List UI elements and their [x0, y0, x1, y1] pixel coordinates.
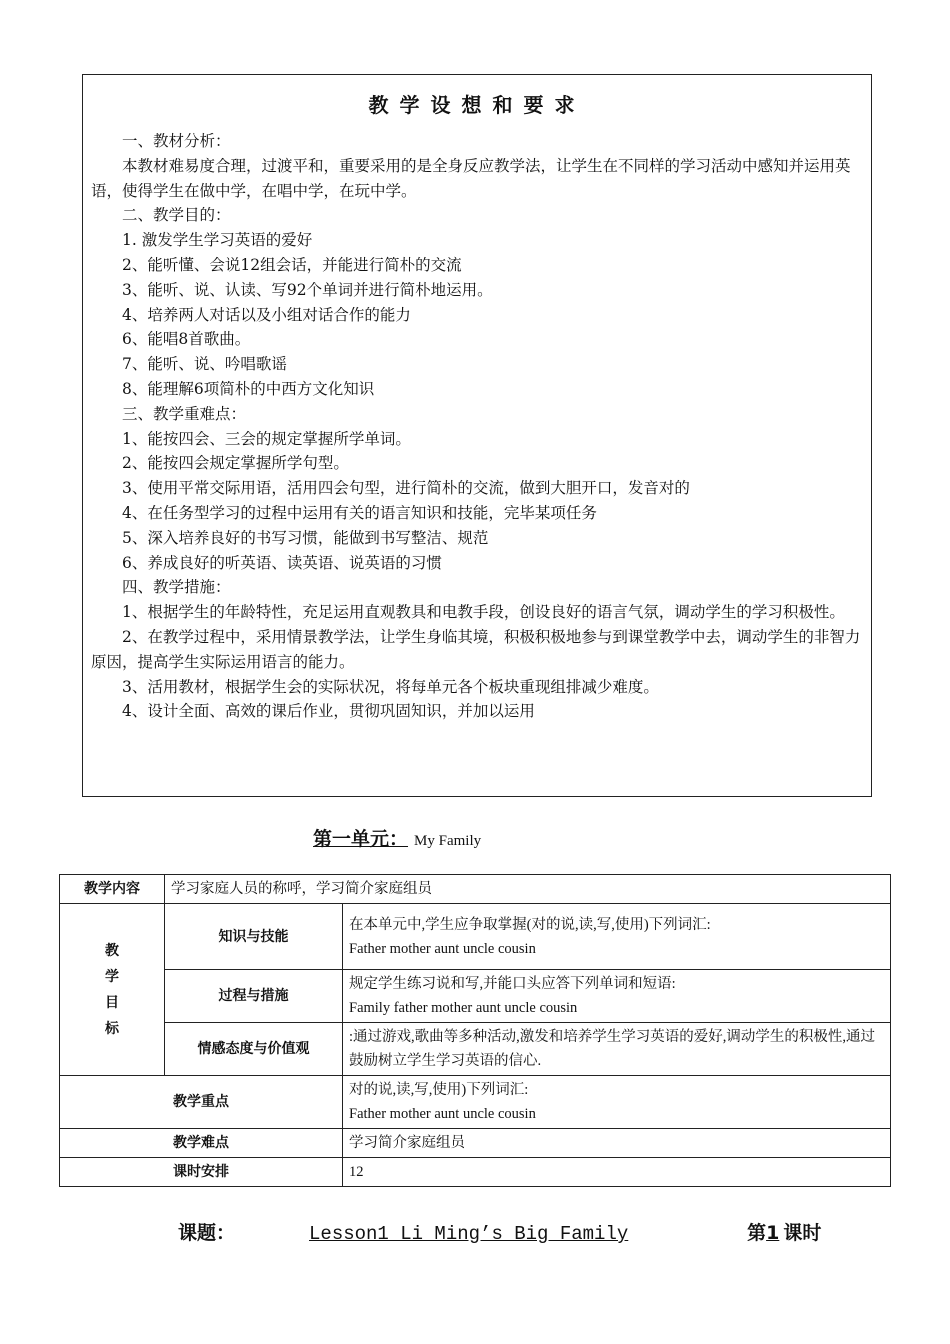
intro-line: 二、教学目的： — [122, 206, 231, 225]
goal-line: Family father mother aunt uncle cousin — [349, 1000, 578, 1016]
intro-line: 5、深入培养良好的书写习惯，能做到书写整洁、规范 — [122, 528, 489, 547]
intro-line: 2、在教学过程中，采用情景教学法，让学生身临其境，积极积极地参与到课堂教学中去，调动学生的非智力原因，提高学生实际运用语言的能力。 — [91, 627, 861, 671]
goal-line: 规定学生练习说和写,并能口头应答下列单词和短语: — [349, 976, 676, 992]
page-title: 教学设想和要求 — [368, 93, 586, 117]
intro-line: 3、活用教材，根据学生会的实际状况，将每单元各个板块重现组排减少难度。 — [122, 677, 659, 696]
difficulty-value: 学习简介家庭组员 — [343, 1129, 891, 1158]
goal-label-char: 教 — [105, 942, 119, 959]
intro-line: 4、培养两人对话以及小组对话合作的能力 — [122, 305, 411, 324]
goal-line: 在本单元中,学生应争取掌握(对的说,读,写,使用)下列词汇: — [349, 916, 711, 933]
hours-label: 课时安排 — [60, 1158, 343, 1187]
unit-name: My Family — [414, 833, 482, 849]
lesson-title: Lesson1 Li Ming’s Big Family — [309, 1223, 629, 1245]
key-label: 教学重点 — [60, 1076, 343, 1129]
table-row — [60, 970, 891, 1023]
key-value — [343, 1076, 891, 1129]
teaching-plan-box — [82, 74, 872, 797]
period-number: 1 — [766, 1222, 780, 1244]
content-value: 学习家庭人员的称呼，学习简介家庭组员 — [165, 875, 891, 904]
unit-objectives-table — [59, 874, 891, 1187]
intro-line: 4、设计全面、高效的课后作业，贯彻巩固知识，并加以运用 — [122, 702, 535, 721]
goal-label-char: 标 — [105, 1020, 119, 1037]
intro-line: 2、能按四会规定掌握所学句型。 — [122, 454, 349, 473]
period-suffix: 课时 — [783, 1222, 822, 1244]
intro-line: 4、在任务型学习的过程中运用有关的语言知识和技能，完毕某项任务 — [122, 503, 597, 522]
intro-line: 6、能唱8首歌曲。 — [122, 330, 251, 349]
lesson-heading — [178, 1218, 821, 1245]
intro-line: 3、使用平常交际用语，活用四会句型，进行简朴的交流，做到大胆开口，发音对的 — [122, 479, 690, 498]
intro-line: 1. 激发学生学习英语的爱好 — [122, 231, 313, 250]
intro-line: 四、教学措施： — [122, 578, 231, 597]
table-row — [60, 1158, 891, 1187]
table-row — [60, 1076, 891, 1129]
table-row — [60, 1129, 891, 1158]
difficulty-label: 教学难点 — [60, 1129, 343, 1158]
goal-emotion-label: 情感态度与价值观 — [165, 1023, 343, 1076]
intro-line: 3、能听、说、认读、写92个单词并进行简朴地运用。 — [122, 280, 493, 299]
goal-process-label: 过程与措施 — [165, 970, 343, 1023]
intro-line: 1、能按四会、三会的规定掌握所学单词。 — [122, 429, 411, 448]
table-row — [60, 1023, 891, 1076]
topic-label: 课题： — [178, 1222, 236, 1244]
key-line: 对的说,读,写,使用)下列词汇: — [349, 1082, 529, 1098]
intro-line: 6、养成良好的听英语、读英语、说英语的习惯 — [122, 553, 442, 572]
table-row — [60, 904, 891, 970]
goal-knowledge-value — [343, 904, 891, 970]
key-line: Father mother aunt uncle cousin — [349, 1106, 536, 1122]
hours-value: 12 — [343, 1158, 891, 1187]
intro-line: 7、能听、说、吟唱歌谣 — [122, 355, 287, 374]
intro-line: 本教材难易度合理，过渡平和，重要采用的是全身反应教学法，让学生在不同样的学习活动中感知并运用英语，使得学生在做中学，在唱中学，在玩中学。 — [91, 156, 851, 200]
intro-line: 1、根据学生的年龄特性，充足运用直观教具和电教手段，创设良好的语言气氛，调动学生的学习积极性。 — [122, 603, 845, 622]
intro-line: 三、教学重难点： — [122, 404, 247, 423]
intro-line: 2、能听懂、会说12组会话，并能进行简朴的交流 — [122, 255, 462, 274]
goal-knowledge-label: 知识与技能 — [165, 904, 343, 970]
goal-label — [60, 904, 165, 1076]
period-prefix: 第 — [747, 1222, 767, 1244]
goal-label-char: 目 — [105, 994, 119, 1011]
goal-line: :通过游戏,歌曲等多种活动,激发和培养学生学习英语的爱好,调动学生的积极性,通过鼓励树立学生学习英语的信心. — [349, 1029, 876, 1069]
content-label: 教学内容 — [60, 875, 165, 904]
goal-line: Father mother aunt uncle cousin — [349, 940, 536, 957]
unit-title — [313, 824, 481, 851]
goal-process-value — [343, 970, 891, 1023]
goal-emotion-value — [343, 1023, 891, 1076]
goal-label-char: 学 — [105, 968, 119, 985]
intro-text — [91, 129, 861, 724]
intro-line: 8、能理解6项简朴的中西方文化知识 — [122, 379, 375, 398]
table-row — [60, 875, 891, 904]
intro-line: 一、教材分析： — [122, 132, 231, 150]
unit-label: 第一单元： — [313, 828, 409, 850]
